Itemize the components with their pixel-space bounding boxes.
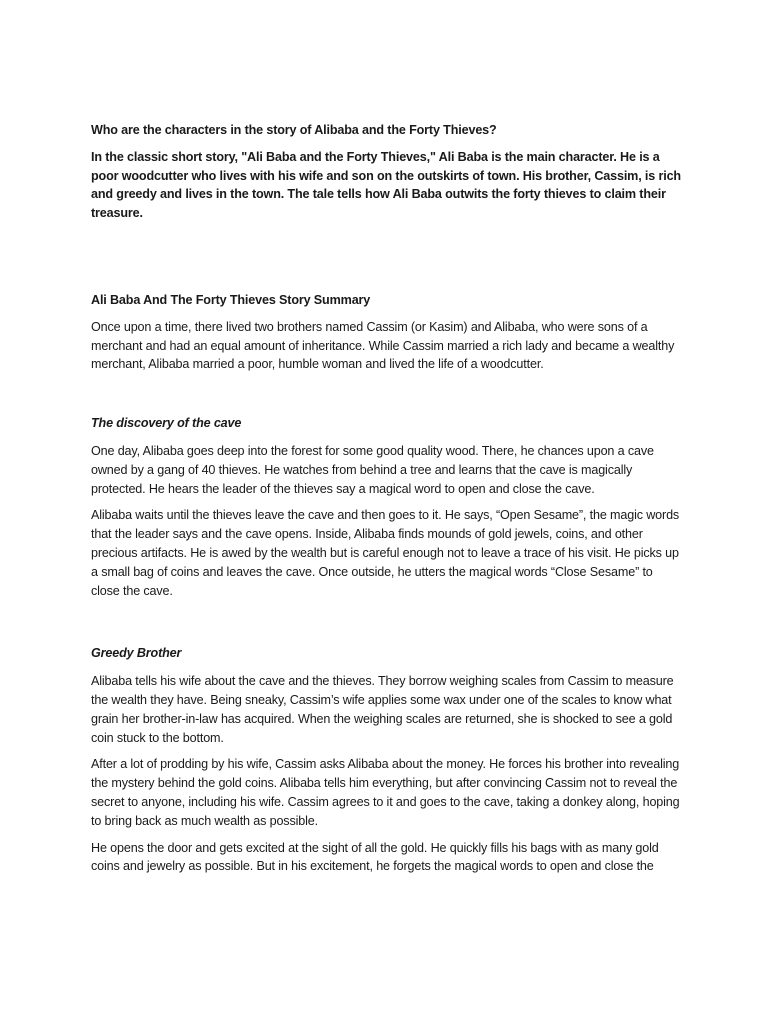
question-heading: Who are the characters in the story of Alibaba and the Forty Thieves? xyxy=(91,123,497,137)
summary-heading: Ali Baba And The Forty Thieves Story Summary xyxy=(91,292,371,307)
document-body xyxy=(91,121,681,884)
section-heading-greedy-brother: Greedy Brother xyxy=(91,646,182,661)
greedy-brother-paragraph-1: Alibaba tells his wife about the cave and the thieves. They borrow weighing scales from Cassim to measure the wealth they have. Being sneaky, Cassim’s wife applies some wax under one of the scales to know what grain her brother-in-law has acquired. When the weighing scales are returned, she is shocked to see a gold coin stuck to the bottom. xyxy=(91,674,674,745)
discovery-paragraph-1: One day, Alibaba goes deep into the forest for some good quality wood. There, he chances upon a cave owned by a gang of 40 thieves. He watches from behind a tree and learns that the cave is magically protected. He hears the leader of the thieves say a magical word to open and close the cave. xyxy=(91,443,654,496)
answer-paragraph: In the classic short story, "Ali Baba and the Forty Thieves," Ali Baba is the main character. He is a poor woodcutter who lives with his wife and son on the outskirts of town. His brother, Cassim, is rich and greedy and lives in the town. The tale tells how Ali Baba outwits the forty thieves to claim their treasure. xyxy=(91,149,681,221)
summary-intro-paragraph: Once upon a time, there lived two brothers named Cassim (or Kasim) and Alibaba, who were sons of a merchant and had an equal amount of inheritance. While Cassim married a rich lady and became a wealthy merchant, Alibaba married a poor, humble woman and lived the life of a woodcutter. xyxy=(91,319,675,372)
greedy-brother-paragraph-2: After a lot of prodding by his wife, Cassim asks Alibaba about the money. He forces his brother into revealing the mystery behind the gold coins. Alibaba tells him everything, but after convincing Cassim not to reveal the secret to anyone, including his wife. Cassim agrees to it and goes to the cave, taking a donkey along, hoping to bring back as much wealth as possible. xyxy=(91,757,680,828)
discovery-paragraph-2: Alibaba waits until the thieves leave the cave and then goes to it. He says, “Open Sesame”, the magic words that the leader says and the cave opens. Inside, Alibaba finds mounds of gold jewels, coins, and other precious artifacts. He is awed by the wealth but is careful enough not to leave a trace of his visit. He picks up a small bag of coins and leaves the cave. Once outside, he utters the magical words “Close Sesame” to close the cave. xyxy=(91,508,680,598)
greedy-brother-paragraph-3: He opens the door and gets excited at the sight of all the gold. He quickly fills his bags with as many gold coins and jewelry as possible. But in his excitement, he forgets the magical words to open and close the xyxy=(91,840,659,874)
section-heading-discovery: The discovery of the cave xyxy=(91,416,242,431)
